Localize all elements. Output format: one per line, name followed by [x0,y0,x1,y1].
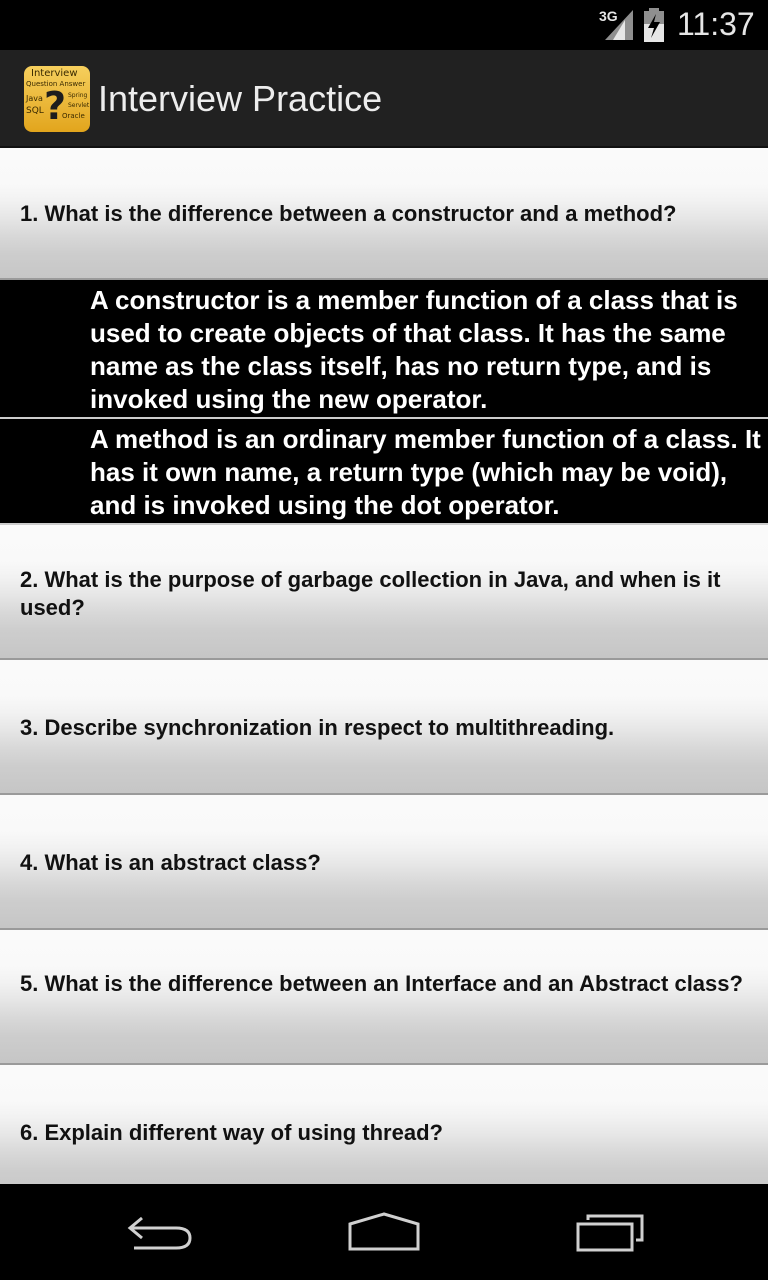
question-item-4[interactable] [0,795,768,930]
question-text: 2. What is the purpose of garbage collection in Java, and when is it used? [20,567,721,620]
answer-item-2 [0,419,768,525]
question-text: 4. What is an abstract class? [20,850,321,875]
answer-text: A constructor is a member function of a class that is used to create objects of that class. It has the same name as the class itself, has no return type, and is invoked using the new operator. [90,285,738,414]
question-text: 6. Explain different way of using thread? [20,1120,443,1145]
app-title: Interview Practice [98,78,383,119]
question-item-3[interactable] [0,660,768,795]
answer-item-1 [0,280,768,419]
question-item-5[interactable] [0,930,768,1065]
status-bar [0,0,768,50]
battery-icon [642,8,666,42]
navigation-bar [0,1184,768,1280]
question-text: 5. What is the difference between an Interface and an Abstract class? [20,971,743,996]
signal-icon [605,10,633,40]
app-logo[interactable]: Interview Question Answer Java SQL ? Spring Servlet Oracle [24,66,90,132]
question-item-6[interactable] [0,1065,768,1184]
clock: 11:37 [677,6,755,42]
network-type: 3G [599,8,618,24]
home-icon[interactable] [346,1212,422,1252]
action-bar [0,50,768,148]
recent-apps-icon[interactable] [574,1212,646,1252]
question-text: 1. What is the difference between a constructor and a method? [20,201,677,226]
answer-text: A method is an ordinary member function of a class. It has it own name, a return type (which may be void), and is invoked using the dot operator. [90,424,761,520]
question-item-1[interactable] [0,148,768,280]
question-list[interactable] [0,148,768,1184]
question-text: 3. Describe synchronization in respect to multithreading. [20,715,615,740]
back-icon[interactable] [124,1212,196,1252]
question-item-2[interactable] [0,525,768,660]
